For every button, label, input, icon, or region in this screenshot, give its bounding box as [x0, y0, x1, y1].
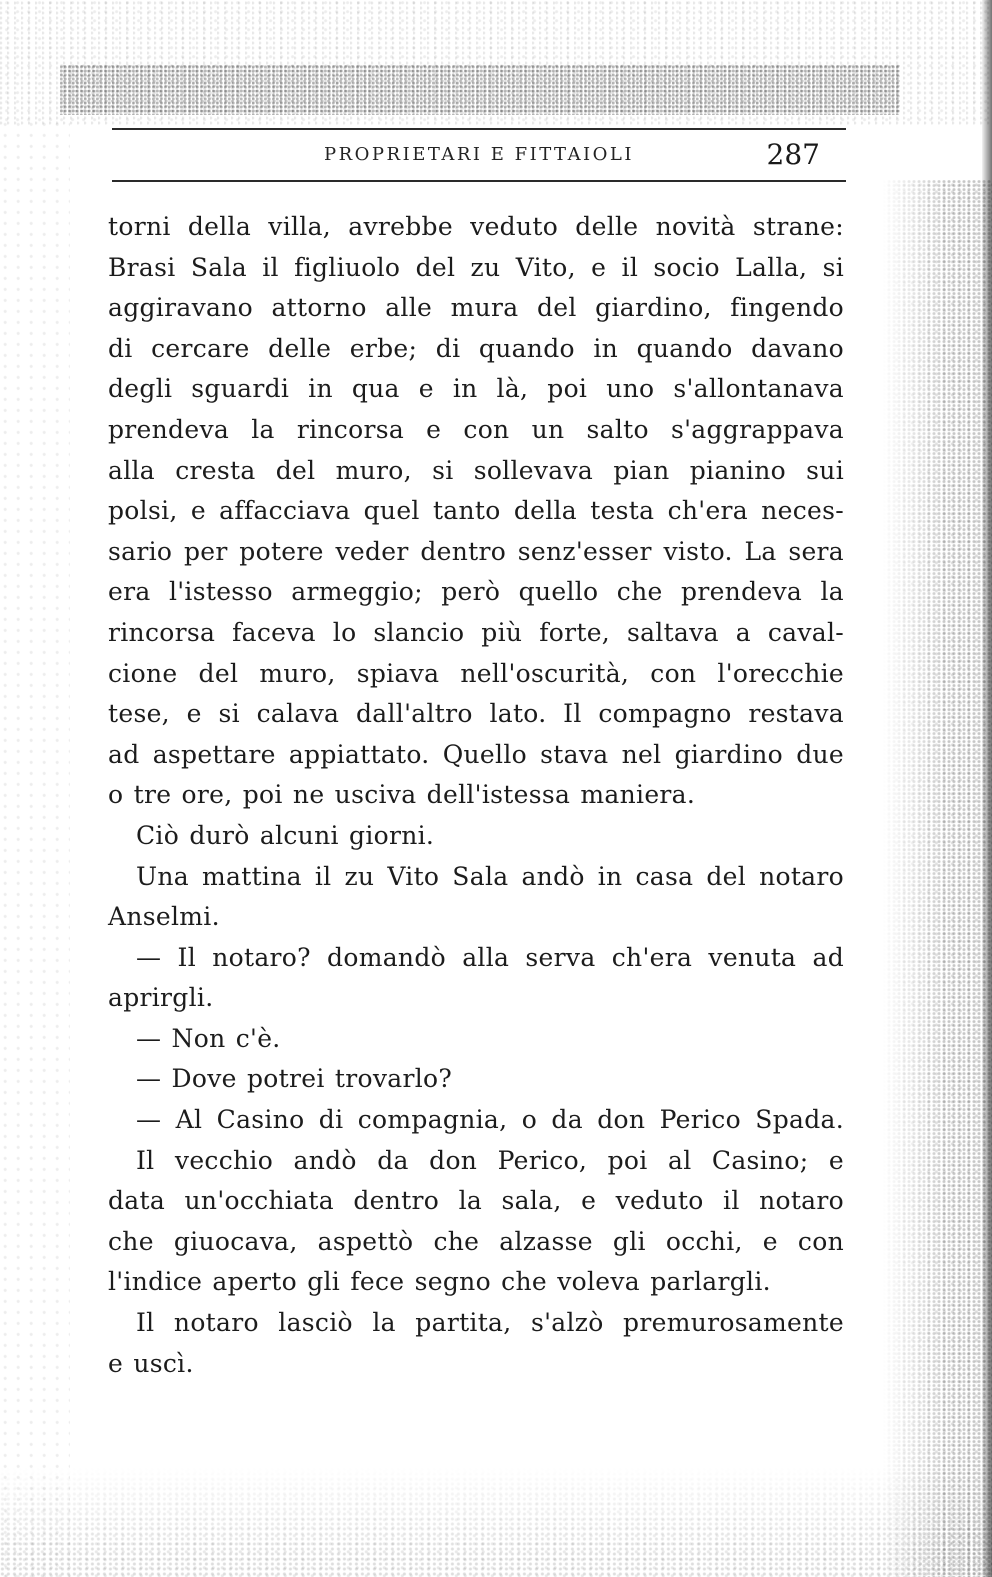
text-line: — Il notaro? domandò alla serva ch'era venuta ad — [136, 942, 844, 972]
text-line: di cercare delle erbe; di quando in quando davano — [108, 333, 844, 363]
text-line: Il vecchio andò da don Perico, poi al Casino; e — [136, 1145, 844, 1175]
text-line: Anselmi. — [108, 902, 220, 932]
page-number: 287 — [766, 138, 820, 171]
text-line: Brasi Sala il figliuolo del zu Vito, e il socio Lalla, si — [108, 252, 844, 282]
text-line: prendeva la rincorsa e con un salto s'aggrappava — [108, 414, 844, 444]
scan-noise-left — [0, 120, 70, 1577]
text-line: che giuocava, aspettò che alzasse gli occhi, e con — [108, 1226, 844, 1256]
text-line: alla cresta del muro, si sollevava pian pianino sui — [108, 455, 844, 485]
page-edge-shadow — [982, 0, 992, 1577]
text-line: data un'occhiata dentro la sala, e veduto il notaro — [108, 1186, 844, 1216]
text-line: polsi, e affacciava quel tanto della testa ch'era neces- — [108, 496, 844, 526]
scan-noise-right — [882, 180, 992, 1577]
text-line: l'indice aperto gli fece segno che voleva parlargli. — [108, 1267, 771, 1297]
text-line: rincorsa faceva lo slancio più forte, saltava a caval- — [108, 617, 844, 647]
body-text — [108, 207, 844, 1384]
text-line: aprirgli. — [108, 983, 214, 1013]
text-line: tese, e si calava dall'altro lato. Il compagno restava — [108, 699, 844, 729]
text-line: aggiravano attorno alle mura del giardino, fingendo — [108, 293, 844, 323]
text-line: — Dove potrei trovarlo? — [136, 1064, 453, 1094]
text-line: — Al Casino di compagnia, o da don Perico Spada. — [136, 1105, 844, 1135]
text-line: degli sguardi in qua e in là, poi uno s'allontanava — [108, 374, 844, 404]
running-head — [112, 140, 846, 176]
text-line: ad aspettare appiattato. Quello stava nel giardino due — [108, 739, 844, 769]
text-line: Una mattina il zu Vito Sala andò in casa del notaro — [136, 861, 844, 891]
text-line: era l'istesso armeggio; però quello che prendeva la — [108, 577, 844, 607]
header-rule-top — [112, 128, 846, 130]
text-line: sario per potere veder dentro senz'esser visto. La sera — [108, 536, 844, 566]
text-line: Ciò durò alcuni giorni. — [136, 820, 435, 850]
text-line: torni della villa, avrebbe veduto delle novità strane: — [108, 212, 844, 241]
text-line: o tre ore, poi ne usciva dell'istessa maniera. — [108, 780, 696, 810]
text-line: e uscì. — [108, 1348, 194, 1378]
scan-noise-bottom — [0, 1467, 992, 1577]
text-line: Il notaro lasciò la partita, s'alzò premurosamente — [136, 1308, 844, 1338]
text-line: cione del muro, spiava nell'oscurità, con l'orecchie — [108, 658, 844, 688]
running-title: PROPRIETARI E FITTAIOLI — [324, 144, 634, 165]
text-line: — Non c'è. — [136, 1023, 281, 1053]
header-rule-bottom — [112, 180, 846, 182]
scan-noise-band — [60, 65, 900, 115]
